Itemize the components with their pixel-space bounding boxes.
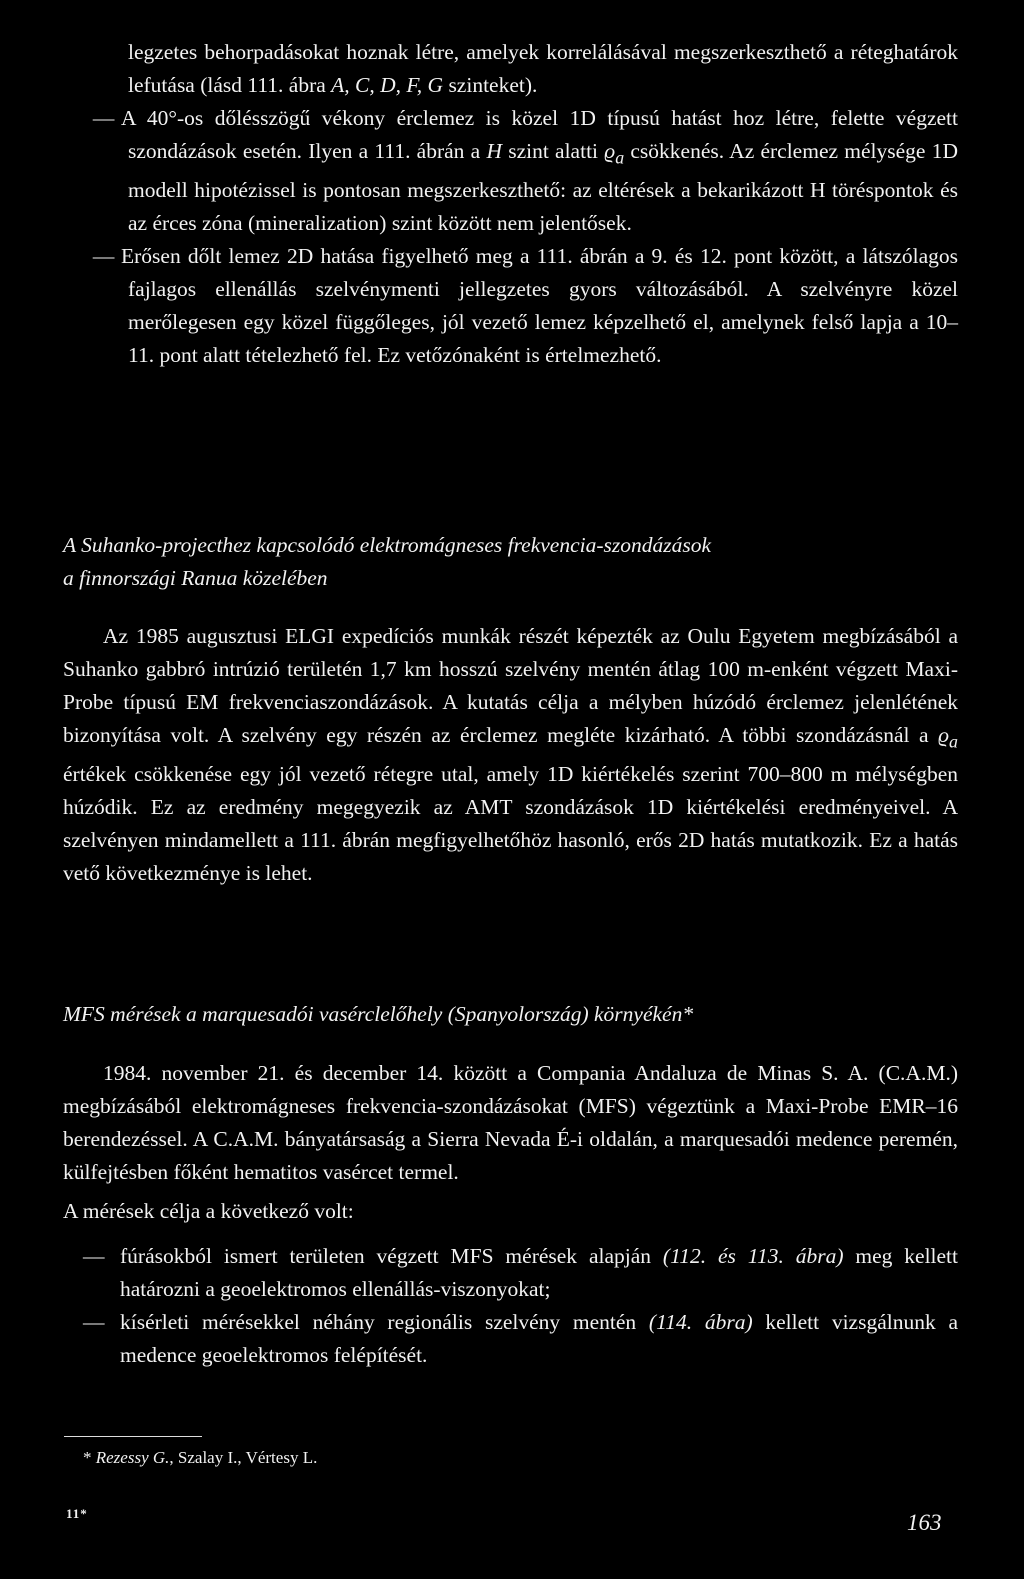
paragraph-mfs-intro: 1984. november 21. és december 14. között a Compania Andaluza de Minas S. A. (C.A.M.) megbízásából elektromágneses frekvencia-szondázásokat (MFS) végeztünk a Maxi-Probe EMR–16 berendezéssel. A C.A.M. bányatársaság a Sierra Nevada É-i oldalán, a marquesadói medence peremén, külfejtésben főként hematitos vasércet termel. (63, 1061, 958, 1184)
paragraph-suhanko: Az 1985 augusztusi ELGI expedíciós munkák részét képezték az Oulu Egyetem megbízásából a Suhanko gabbró intrúzió területén 1,7 km hosszú szelvény mentén átlag 100 m-enként végzett Maxi-Probe típusú EM frekvenciaszondázások. A kutatás célja a mélyben húzódó érclemez jelenlétének bizonyítása volt. A szelvény egy részén az érclemez megléte kizárható. A többi szondázásnál a $ϱ_a$ értékek csökkenése egy jól vezető rétegre utal, amely 1D kiértékelés szerint 700–800 m mélységben húzódik. Ez az eredmény megegyezik az AMT szondázások 1D kiértékelési eredményeivel. A szelvényen mindamellett a 111. ábrán megfigyelhetőhöz hasonló, erős 2D hatás mutatkozik. Ez a hatás vető következménye is lehet. (63, 624, 958, 886)
signature-mark: 11* (66, 1506, 88, 1521)
paragraph-steep-sheet: — Erősen dőlt lemez 2D hatása figyelhető meg a 111. ábrán a 9. és 12. pont között, a látszólagos fajlagos ellenállás szelvénymenti jellegzetes gyors változásából. A szelvényre közel merőlegesen egy közel függőleges, jól vezető lemez képzelhető el, amelynek felső lapja a 10–11. pont alatt tételezhető fel. Ez vetőzónaként is értelmezhető. (66, 244, 958, 368)
section-suhanko (63, 529, 958, 595)
section-heading-line-2: a finnországi Ranua közelében (63, 566, 328, 590)
section-marquesado-body (63, 1057, 958, 1372)
intro-block (66, 36, 958, 372)
goals-list (63, 1240, 958, 1372)
footnote: * Rezessy G., Szalay I., Vértesy L. (83, 1448, 318, 1467)
section-suhanko-body (63, 620, 958, 890)
list-item: — fúrásokból ismert területen végzett MFS mérések alapján (112. és 113. ábra) meg kellett határozni a geoelektromos ellenállás-viszonyokat; (63, 1240, 958, 1306)
section-heading-line-1: A Suhanko-projecthez kapcsolódó elektromágneses frekvencia-szondázások (63, 533, 712, 557)
section-heading: MFS mérések a marquesadói vasérclelőhely (Spanyolország) környékén* (63, 1002, 694, 1026)
paragraph-continuation: legzetes behorpadásokat hoznak létre, amelyek korrelálásával megszerkeszthető a réteghatárok lefutása (lásd 111. ábra A, C, D, F, G szinteket). (128, 40, 958, 97)
paragraph-goals: A mérések célja a következő volt: (63, 1199, 354, 1223)
footnote-rule (64, 1436, 202, 1437)
paragraph-thin-ore-sheet: — A 40°-os dőlésszögű vékony érclemez is közel 1D típusú hatást hoz létre, felette végzett szondázások esetén. Ilyen a 111. ábrán a H szint alatti $ϱ_a$ csökkenés. Az érclemez mélysége 1D modell hipotézissel is pontosan megszerkeszthető: az eltérések a bekarikázott H töréspontok és az érces zóna (mineralization) szint között nem jelentősek. (66, 106, 958, 236)
page-number: 163 (907, 1510, 942, 1535)
list-bullet: — (83, 1244, 105, 1268)
section-marquesado (63, 998, 958, 1031)
list-bullet: — (83, 1310, 105, 1334)
list-item: — kísérleti mérésekkel néhány regionális szelvény mentén (114. ábra) kellett vizsgálnunk a medence geoelektromos felépítését. (63, 1306, 958, 1372)
